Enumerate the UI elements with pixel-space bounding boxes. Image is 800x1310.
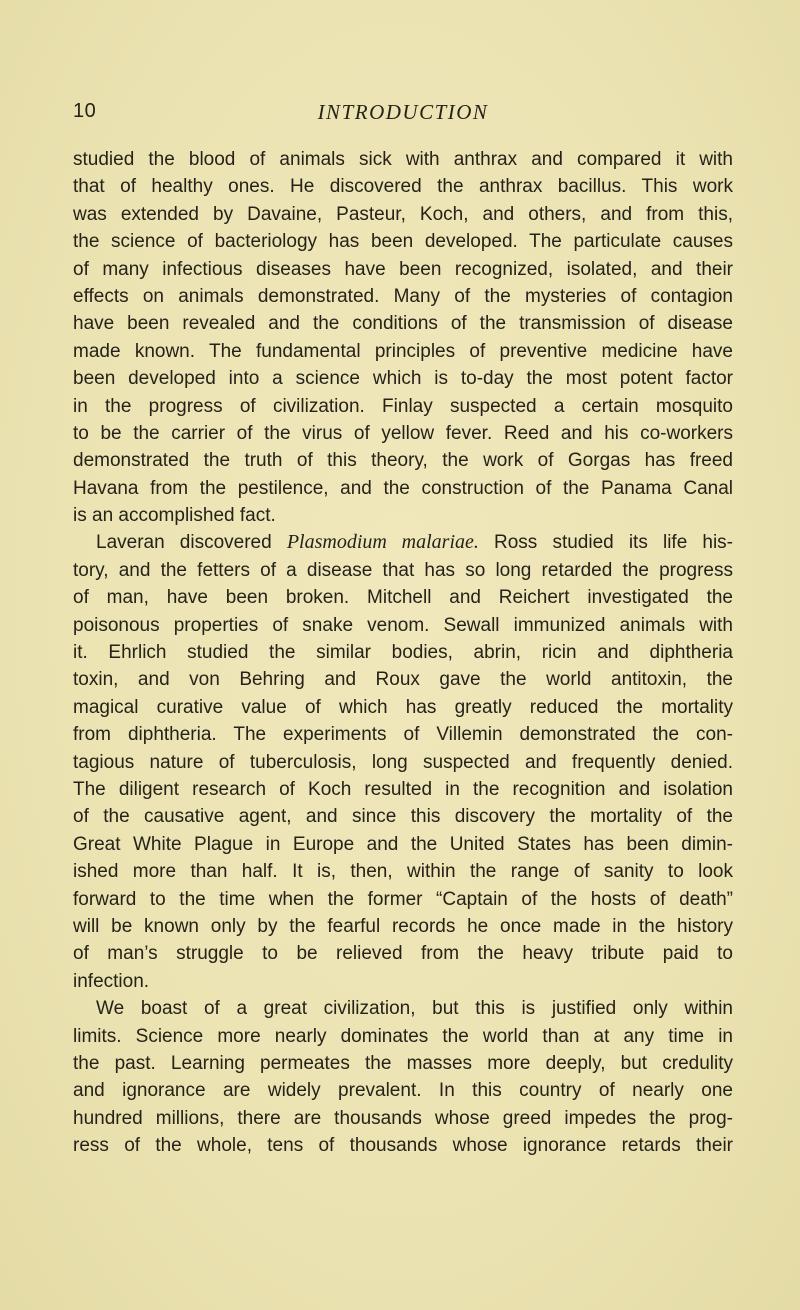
text-line: tory, and the fetters of a disease that has so long retarded the progress (73, 559, 733, 581)
text-line: of man, have been broken. Mitchell and Reichert investigated the (73, 587, 733, 609)
running-head: INTRODUCTION (317, 100, 489, 124)
line-text-before: Laveran discovered (96, 532, 287, 554)
text-line: demonstrated the truth of this theory, the work of Gorgas has freed (73, 450, 733, 472)
text-line: the science of bacteriology has been developed. The particulate causes (73, 231, 733, 253)
text-line: poisonous properties of snake venom. Sewall immunized animals with (73, 614, 733, 636)
text-line: effects on animals demonstrated. Many of the mysteries of contagion (73, 285, 733, 307)
line-text-after: Ross studied its life his- (478, 532, 733, 554)
text-line: of man’s struggle to be relieved from the heavy tribute paid to (73, 943, 733, 965)
body-text (73, 146, 733, 1159)
page-header (73, 100, 733, 130)
text-line: made known. The fundamental principles of preventive medicine have (73, 340, 733, 362)
text-line: of the causative agent, and since this discovery the mortality of the (73, 806, 733, 828)
text-line: will be known only by the fearful records he once made in the history (73, 915, 733, 937)
text-line: forward to the time when the former “Captain of the hosts of death” (73, 888, 733, 910)
page-number: 10 (73, 100, 97, 122)
text-line: magical curative value of which has greatly reduced the mortality (73, 696, 733, 718)
text-line: to be the carrier of the virus of yellow fever. Reed and his co-workers (73, 422, 733, 444)
text-line: studied the blood of animals sick with anthrax and compared it with (73, 149, 733, 170)
text-line: of many infectious diseases have been recognized, isolated, and their (73, 258, 733, 280)
text-line: limits. Science more nearly dominates the world than at any time in (73, 1025, 733, 1047)
text-line: that of healthy ones. He discovered the anthrax bacillus. This work (73, 176, 733, 198)
text-line: the past. Learning permeates the masses more deeply, but credulity (73, 1052, 733, 1074)
text-line: hundred millions, there are thousands whose greed impedes the prog- (73, 1107, 733, 1129)
text-line: Havana from the pestilence, and the construction of the Panama Canal (73, 477, 733, 499)
text-line: ished more than half. It is, then, within the range of sanity to look (73, 861, 733, 883)
text-line: tagious nature of tuberculosis, long suspected and frequently denied. (73, 751, 733, 773)
text-line: it. Ehrlich studied the similar bodies, abrin, ricin and diphtheria (73, 642, 733, 664)
paragraph-start-line: We boast of a great civilization, but this is justified only within (96, 998, 733, 1020)
text-line: have been revealed and the conditions of the transmission of disease (73, 313, 733, 335)
text-line: The diligent research of Koch resulted in the recognition and isolation (73, 778, 733, 800)
text-line: ress of the whole, tens of thousands whose ignorance retards their (73, 1135, 733, 1157)
text-line: and ignorance are widely prevalent. In this country of nearly one (73, 1080, 733, 1102)
species-name-italic: Plasmodium malariae. (286, 531, 479, 554)
text-line: been developed into a science which is to-day the most potent factor (73, 368, 733, 390)
text-line: Great White Plague in Europe and the United States has been dimin- (73, 833, 733, 855)
paragraph-start-line (73, 529, 733, 556)
text-line: from diphtheria. The experiments of Villemin demonstrated the con- (73, 724, 733, 746)
paragraph-end-line: infection. (73, 970, 150, 992)
text-line: toxin, and von Behring and Roux gave the world antitoxin, the (73, 669, 733, 691)
text-line: was extended by Davaine, Pasteur, Koch, and others, and from this, (73, 203, 733, 225)
paragraph-end-line: is an accomplished fact. (73, 505, 276, 527)
text-line: in the progress of civilization. Finlay suspected a certain mosquito (73, 395, 733, 417)
